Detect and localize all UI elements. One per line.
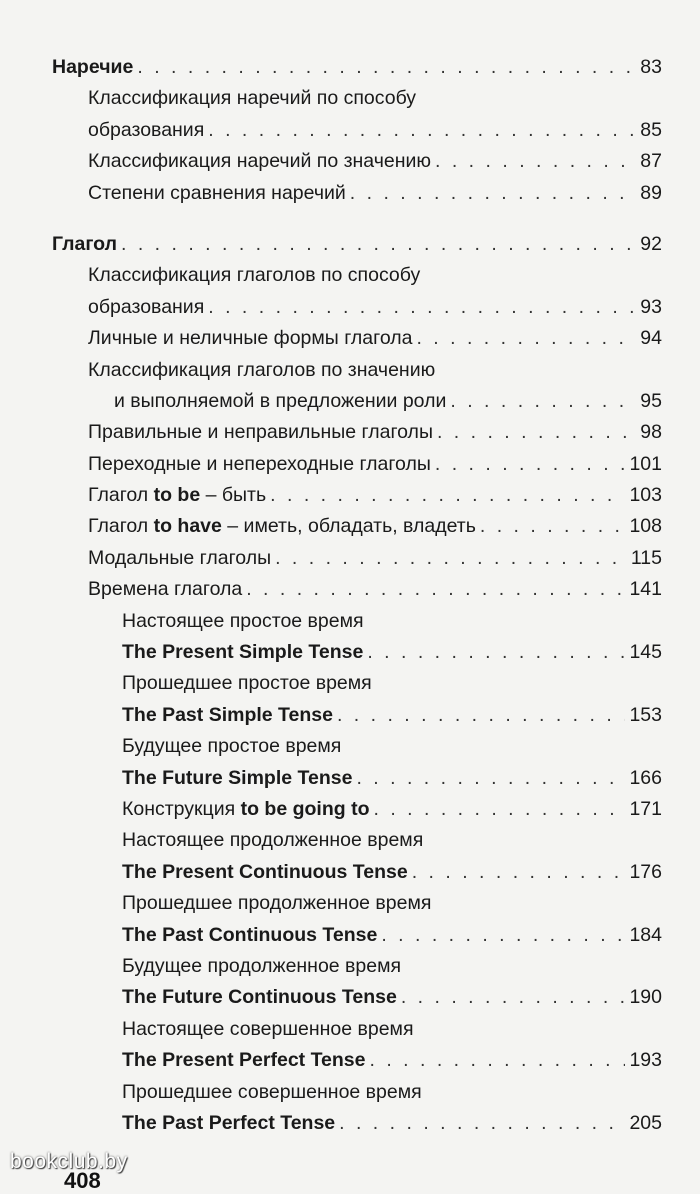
toc-entry[interactable]: [52, 574, 662, 605]
page-number: 408: [64, 1168, 101, 1193]
toc-entry-text-part: Прошедшее продолженное время: [122, 892, 432, 915]
dot-leader: [270, 480, 625, 511]
toc-page-number: 141: [629, 578, 662, 601]
toc-page-number: 92: [640, 232, 662, 255]
toc-entry-text-part: Правильные и неправильные глаголы: [88, 421, 433, 444]
toc-entry[interactable]: [52, 115, 662, 146]
toc-entry-text-part: – быть: [200, 484, 267, 507]
dot-leader: [374, 794, 626, 825]
toc-entry[interactable]: [52, 888, 662, 919]
toc-entry-text-part: Настоящее совершенное время: [122, 1017, 414, 1040]
toc-page-number: 193: [629, 1049, 662, 1072]
dot-leader: [275, 543, 627, 574]
toc-page-number: 184: [629, 923, 662, 946]
toc-entry-text-part: The Present Perfect Tense: [122, 1049, 366, 1072]
toc-entry[interactable]: [52, 982, 662, 1013]
toc-page-number: 85: [640, 118, 662, 141]
toc-entry-text-part: Прошедшее простое время: [122, 672, 372, 695]
toc-entry[interactable]: [52, 543, 662, 574]
dot-leader: [121, 229, 636, 260]
toc-entry-title: [122, 920, 377, 951]
toc-entry-title: [88, 87, 416, 109]
toc-entry-text-part: to have: [153, 515, 222, 538]
toc-entry-text-part: Классификация наречий по значению: [88, 150, 432, 173]
toc-entry-text-part: The Present Simple Tense: [122, 641, 364, 664]
toc-entry-title: [122, 672, 372, 694]
toc-entry-text-part: The Past Perfect Tense: [122, 1111, 336, 1134]
toc-page-number: 101: [629, 452, 662, 475]
toc-entry-text-part: Глагол: [88, 515, 154, 538]
toc-page-number: 93: [640, 295, 662, 318]
toc-entry[interactable]: [52, 951, 662, 982]
dot-leader: [367, 637, 625, 668]
toc-entry-title: [88, 480, 266, 511]
toc-page-number: 95: [640, 389, 662, 412]
toc-entry-text-part: The Past Simple Tense: [122, 703, 333, 726]
toc-page-number: 108: [629, 515, 662, 538]
toc-entry-text-part: Будущее продолженное время: [122, 954, 402, 977]
toc-entry-text-part: The Future Continuous Tense: [122, 986, 397, 1009]
toc-entry-title: [52, 52, 133, 83]
toc-page-number: 205: [629, 1111, 662, 1134]
toc-entry[interactable]: [52, 637, 662, 668]
toc-entry-title: [122, 857, 408, 888]
toc-entry-title: [122, 1108, 335, 1139]
toc-entry-text-part: и выполняемой в предложении роли: [114, 389, 447, 412]
toc-entry-title: [88, 543, 271, 574]
toc-page-number: 171: [629, 797, 662, 820]
toc-entry[interactable]: [52, 1014, 662, 1045]
dot-leader: [480, 511, 626, 542]
table-of-contents: [52, 52, 662, 1139]
toc-entry-title: [114, 386, 446, 417]
toc-entry[interactable]: [52, 511, 662, 542]
toc-entry[interactable]: [52, 825, 662, 856]
toc-entry-text-part: – иметь, обладать, владеть: [221, 515, 476, 538]
toc-entry-title: [88, 323, 412, 354]
toc-entry-text-part: Настоящее продолженное время: [122, 829, 424, 852]
toc-entry[interactable]: [52, 146, 662, 177]
dot-leader: [412, 857, 626, 888]
toc-entry-title: [122, 829, 423, 851]
toc-entry-text-part: Времена глагола: [88, 578, 243, 601]
toc-entry-title: [122, 892, 431, 914]
toc-entry-text-part: образования: [88, 295, 205, 318]
dot-leader: [208, 292, 636, 323]
toc-entry-text-part: Будущее простое время: [122, 735, 342, 758]
toc-chapter-heading[interactable]: [52, 52, 662, 83]
toc-page-number: 115: [630, 546, 662, 569]
dot-leader: [337, 700, 625, 731]
toc-page-number: 153: [629, 703, 662, 726]
toc-entry[interactable]: [52, 1077, 662, 1108]
toc-entry[interactable]: [52, 292, 662, 323]
toc-entry-text-part: Классификация наречий по способу: [88, 87, 417, 110]
toc-entry-text-part: образования: [88, 118, 205, 141]
toc-page-number: 176: [629, 860, 662, 883]
dot-leader: [208, 115, 636, 146]
toc-entry-text-part: Классификация глаголов по значению: [88, 358, 436, 381]
dot-leader: [246, 574, 625, 605]
toc-entry-title: [122, 1081, 422, 1103]
toc-entry[interactable]: [52, 355, 662, 386]
toc-entry-title: [122, 735, 341, 757]
toc-entry[interactable]: [52, 1045, 662, 1076]
toc-entry-text-part: to be: [153, 484, 201, 507]
toc-page-number: 103: [629, 484, 662, 507]
toc-entry[interactable]: [52, 606, 662, 637]
toc-entry[interactable]: [52, 794, 662, 825]
toc-entry[interactable]: [52, 857, 662, 888]
toc-entry-text-part: Прошедшее совершенное время: [122, 1080, 422, 1103]
toc-entry-title: [122, 763, 352, 794]
toc-entry[interactable]: [52, 386, 662, 417]
toc-entry-text-part: Переходные и непереходные глаголы: [88, 452, 431, 475]
toc-entry-title: [122, 1018, 414, 1040]
dot-leader: [369, 1045, 625, 1076]
toc-page-number: 89: [640, 181, 662, 204]
toc-entry-text-part: Классификация глаголов по способу: [88, 264, 421, 287]
toc-page-number: 87: [640, 150, 662, 173]
toc-chapter-heading[interactable]: [52, 229, 662, 260]
toc-entry[interactable]: [52, 480, 662, 511]
toc-entry-text-part: The Present Continuous Tense: [122, 860, 408, 883]
toc-page-number: 83: [640, 56, 662, 78]
toc-entry-title: [122, 955, 401, 977]
toc-entry[interactable]: [52, 260, 662, 291]
toc-entry-title: [88, 359, 435, 381]
toc-entry-title: [88, 417, 433, 448]
dot-leader: [435, 146, 636, 177]
toc-entry-text-part: Личные и неличные формы глагола: [88, 327, 413, 350]
toc-entry-text-part: Наречие: [52, 56, 134, 78]
dot-leader: [356, 763, 625, 794]
toc-entry-text-part: Глагол: [88, 484, 154, 507]
section-gap: [52, 209, 662, 229]
toc-entry[interactable]: [52, 178, 662, 209]
toc-entry[interactable]: [52, 668, 662, 699]
toc-entry-title: [88, 292, 204, 323]
toc-entry-title: [88, 511, 476, 542]
toc-entry[interactable]: [52, 1108, 662, 1139]
toc-entry[interactable]: [52, 700, 662, 731]
toc-entry-title: [122, 700, 333, 731]
toc-entry[interactable]: [52, 417, 662, 448]
dot-leader: [339, 1108, 625, 1139]
toc-entry-title: [88, 178, 346, 209]
toc-entry-title: [122, 637, 363, 668]
toc-page-number: 190: [629, 986, 662, 1009]
toc-entry[interactable]: [52, 920, 662, 951]
toc-entry[interactable]: [52, 323, 662, 354]
toc-page-number: 94: [640, 327, 662, 350]
watermark: bookclub.by: [10, 1150, 128, 1173]
toc-entry-text-part: Модальные глаголы: [88, 546, 272, 569]
dot-leader: [401, 982, 626, 1013]
dot-leader: [416, 323, 636, 354]
toc-entry[interactable]: [52, 763, 662, 794]
toc-entry-text-part: Настоящее простое время: [122, 609, 364, 632]
toc-page-number: 98: [640, 421, 662, 444]
toc-entry[interactable]: [52, 83, 662, 114]
dot-leader: [381, 920, 625, 951]
dot-leader: [450, 386, 636, 417]
toc-entry-text-part: The Past Continuous Tense: [122, 923, 378, 946]
toc-entry[interactable]: [52, 449, 662, 480]
toc-entry-title: [52, 229, 117, 260]
dot-leader: [350, 178, 637, 209]
toc-entry-title: [122, 610, 364, 632]
toc-entry-text-part: The Future Simple Tense: [122, 766, 353, 789]
toc-entry-title: [88, 146, 431, 177]
toc-page-number: 166: [629, 766, 662, 789]
toc-entry-text-part: Глагол: [52, 232, 117, 255]
toc-entry-text-part: to be going to: [240, 797, 370, 820]
toc-entry-title: [88, 449, 431, 480]
toc-entry-title: [122, 982, 397, 1013]
toc-page-number: 145: [629, 641, 662, 664]
dot-leader: [435, 449, 626, 480]
toc-entry-text-part: Конструкция: [122, 797, 241, 820]
toc-entry-title: [88, 574, 242, 605]
toc-entry-title: [88, 264, 420, 286]
dot-leader: [437, 417, 636, 448]
toc-entry-title: [88, 115, 204, 146]
dot-leader: [137, 52, 636, 83]
toc-entry-text-part: Степени сравнения наречий: [88, 181, 346, 204]
toc-entry[interactable]: [52, 731, 662, 762]
toc-entry-title: [122, 1045, 365, 1076]
toc-entry-title: [122, 794, 370, 825]
